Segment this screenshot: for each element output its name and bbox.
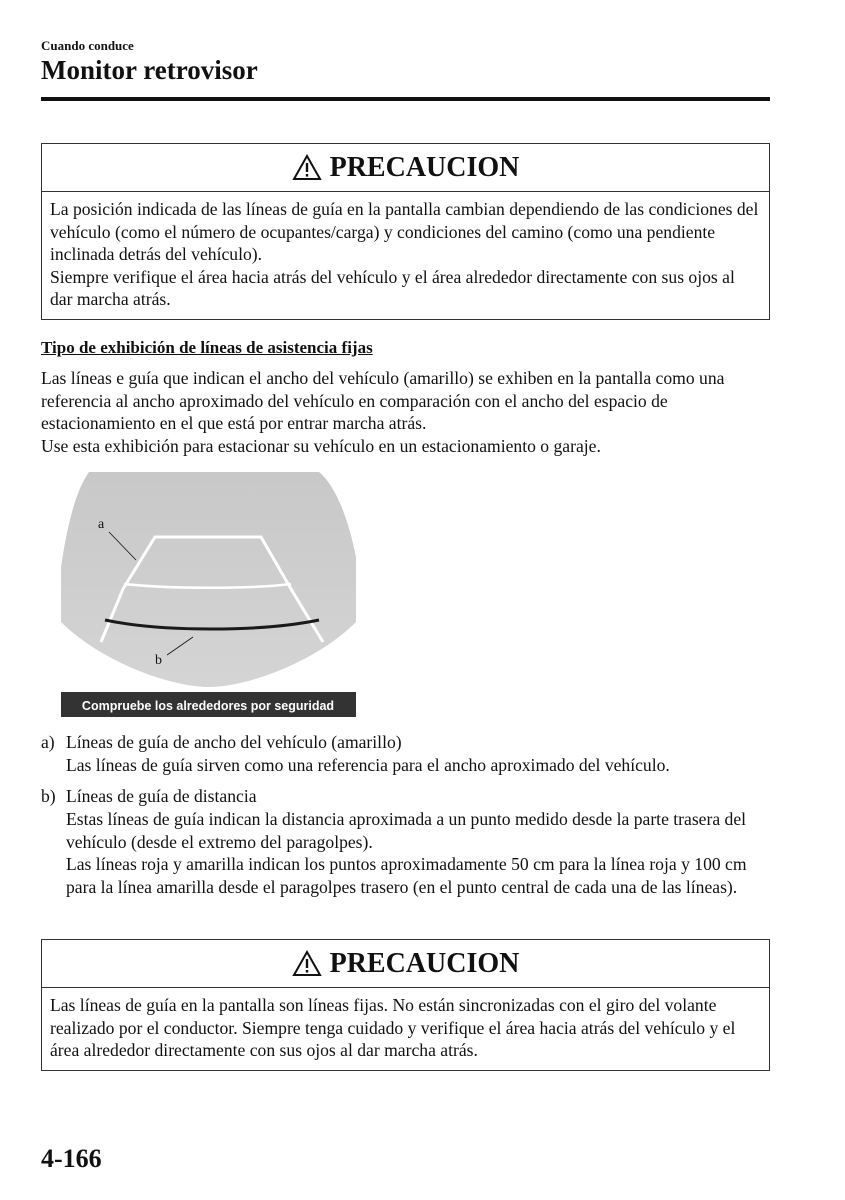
item-text <box>66 754 776 777</box>
caution-body <box>42 192 769 319</box>
item-letter: b) <box>41 786 56 806</box>
caution-box <box>41 143 770 320</box>
item-paragraph: Estas líneas de guía indican la distancia aproximada a un punto medido desde la parte trasera del vehículo (desde el extremo del paragolpes). <box>66 809 747 852</box>
page-number: 4-166 <box>41 1144 102 1173</box>
item-title: Líneas de guía de ancho del vehículo (amarillo) <box>66 732 402 752</box>
page-title: Monitor retrovisor <box>41 55 258 85</box>
item-paragraph: Las líneas roja y amarilla indican los puntos aproximadamente 50 cm para la línea roja y 100 cm para la línea amarilla desde el paragolpes trasero (en el punto central de cada una de las líneas). <box>66 854 747 897</box>
warning-triangle-icon <box>292 154 322 181</box>
guide-lines-diagram <box>61 472 356 717</box>
caution-heading-text: PRECAUCION <box>329 151 520 183</box>
title-rule <box>41 97 770 101</box>
label-a: a <box>98 517 105 532</box>
item-paragraph: Las líneas de guía sirven como una referencia para el ancho aproximado del vehículo. <box>66 755 670 775</box>
body-paragraph: Las líneas e guía que indican el ancho del vehículo (amarillo) se exhiben en la pantalla como una referencia al ancho aproximado del vehículo en comparación con el ancho del espacio de estacionamiento en el que está por entrar marcha atrás. <box>41 368 725 433</box>
caution-paragraph: Las líneas de guía en la pantalla son líneas fijas. No están sincronizadas con el giro del volante realizado por el conductor. Siempre tenga cuidado y verifique el área hacia atrás del vehículo y el área alrededor directamente con sus ojos al dar marcha atrás. <box>50 995 736 1060</box>
section-intro <box>41 367 781 457</box>
caution-heading-text: PRECAUCION <box>329 947 520 979</box>
section-heading: Tipo de exhibición de líneas de asistencia fijas <box>41 338 373 357</box>
caution-heading <box>42 940 769 988</box>
body-paragraph: Use esta exhibición para estacionar su vehículo en un estacionamiento o garaje. <box>41 435 601 456</box>
item-letter: a) <box>41 732 55 752</box>
warning-triangle-icon <box>292 950 322 977</box>
item-title: Líneas de guía de distancia <box>66 786 257 806</box>
caution-heading <box>42 144 769 192</box>
caution-paragraph: Siempre verifique el área hacia atrás del vehículo y el área alrededor directamente con sus ojos al dar marcha atrás. <box>50 266 735 309</box>
section-label: Cuando conduce <box>41 38 134 53</box>
label-b: b <box>155 653 162 668</box>
item-text <box>66 808 766 898</box>
caution-box <box>41 939 770 1071</box>
caution-paragraph: La posición indicada de las líneas de guía en la pantalla cambian dependiendo de las condiciones del vehículo (como el número de ocupantes/carga) y condiciones del camino (como una pendiente inclinada detrás del vehículo). <box>50 199 759 264</box>
warning-banner-text: Compruebe los alrededores por seguridad <box>81 699 335 713</box>
rear-view-figure <box>61 472 356 717</box>
caution-body <box>42 988 769 1070</box>
